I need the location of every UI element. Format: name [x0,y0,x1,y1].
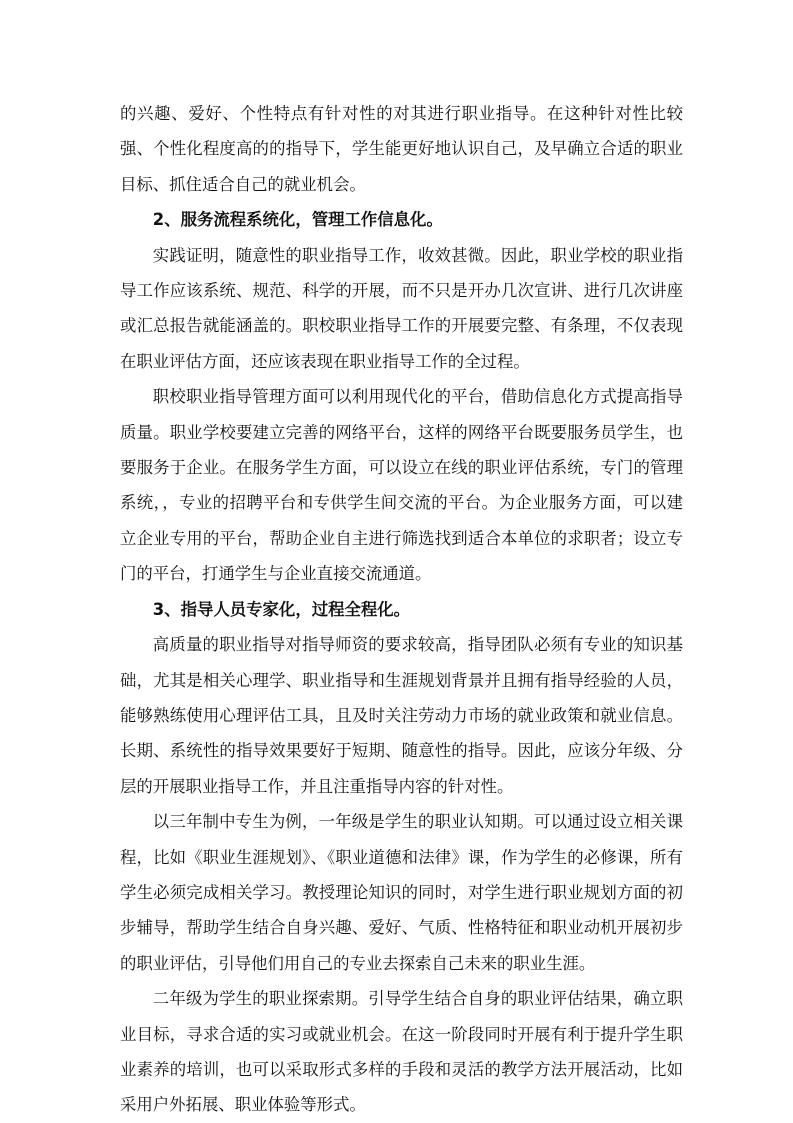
section-heading-2: 2、服务流程系统化，管理工作信息化。 [152,210,443,230]
section-heading-3: 3、指导人员专家化，过程全程化。 [152,599,411,619]
paragraph-intro-continuation: 的兴趣、爱好、个性特点有针对性的对其进行职业指导。在这种针对性比较强、个性化程度高的的指导下，学生能更好地认识自己，及早确立合适的职业目标、抓住适合自己的就业机会。 [120,104,683,194]
paragraph-second-year: 二年级为学生的职业探索期。引导学生结合自身的职业评估结果，确立职业目标，寻求合适的实习或就业机会。在这一阶段同时开展有利于提升学生职业素养的培训，也可以采取形式多样的手段和灵活的教学方法开展活动，比如采用户外拓展、职业体验等形式。 [120,989,683,1115]
document-page [120,96,683,1123]
paragraph-first-year: 以三年制中专生为例，一年级是学生的职业认知期。可以通过设立相关课程，比如《职业生涯规划》、《职业道德和法律》课，作为学生的必修课，所有学生必须完成相关学习。教授理论知识的同时，对学生进行职业规划方面的初步辅导，帮助学生结合自身兴趣、爱好、气质、性格特征和职业动机开展初步的职业评估，引导他们用自己的专业去探索自己未来的职业生涯。 [120,812,683,973]
paragraph-platform: 职校职业指导管理方面可以利用现代化的平台，借助信息化方式提高指导质量。职业学校要建立完善的网络平台，这样的网络平台既要服务员学生，也要服务于企业。在服务学生方面，可以设立在线的职业评估系统，专门的管理系统，，专业的招聘平台和专供学生间交流的平台。为企业服务方面，可以建立企业专用的平台，帮助企业自主进行筛选找到适合本单位的求职者；设立专门的平台，打通学生与企业直接交流通道。 [120,387,683,584]
paragraph-practice-proof: 实践证明，随意性的职业指导工作，收效甚微。因此，职业学校的职业指导工作应该系统、规范、科学的开展，而不只是开办几次宣讲、进行几次讲座或汇总报告就能涵盖的。职校职业指导工作的开展要完整、有条理，不仅表现在职业评估方面，还应该表现在职业指导工作的全过程。 [120,245,683,371]
paragraph-quality-guidance: 高质量的职业指导对指导师资的要求较高，指导团队必须有专业的知识基础，尤其是相关心理学、职业指导和生涯规划背景并且拥有指导经验的人员，能够熟练使用心理评估工具，且及时关注劳动力市场的就业政策和就业信息。长期、系统性的指导效果要好于短期、随意性的指导。因此，应该分年级、分层的开展职业指导工作，并且注重指导内容的针对性。 [120,635,683,796]
